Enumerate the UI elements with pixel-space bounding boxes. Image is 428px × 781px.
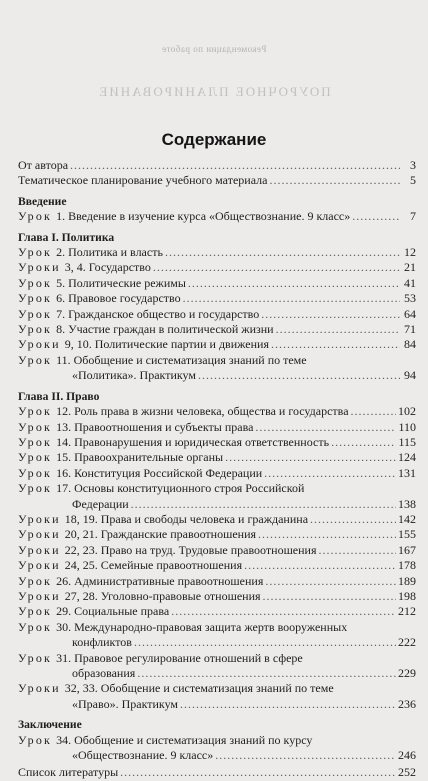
- entry-label: От автора: [18, 158, 69, 172]
- section-heading: Глава I. Политика: [18, 230, 115, 244]
- page-number: 102: [398, 404, 416, 419]
- lesson-title: 5. Политические режимы: [56, 275, 186, 290]
- lesson-keyword: Урок: [18, 419, 53, 434]
- page-number: 64: [404, 306, 416, 321]
- entry-label: Тематическое планирование учебного материала: [18, 173, 268, 188]
- dot-leader: [120, 765, 396, 780]
- lesson-title: 30. Международно-правовая защита жертв вооруженных: [56, 619, 348, 634]
- lesson-label: [18, 512, 308, 527]
- toc-entry: [18, 173, 416, 188]
- dot-leader: [310, 512, 396, 527]
- page-number: 124: [398, 450, 416, 465]
- lesson-keyword: Урок: [18, 352, 53, 367]
- page-number: 252: [398, 765, 416, 780]
- page-title: Содержание: [161, 130, 267, 149]
- dot-leader: [188, 276, 400, 291]
- toc-entry-first-line: [18, 733, 416, 748]
- toc-entry: [18, 697, 416, 712]
- lesson-title-continued: конфликтов: [72, 635, 132, 650]
- lesson-title-continued: Федерации: [72, 496, 129, 511]
- lesson-title-continued: образования: [72, 666, 136, 680]
- dot-leader: [198, 368, 400, 383]
- lesson-title-continued: «Обществознание. 9 класс»: [72, 748, 214, 763]
- dot-leader: [265, 574, 396, 589]
- toc-entry: [18, 276, 416, 291]
- lesson-title: 14. Правонарушения и юридическая ответственность: [56, 434, 330, 449]
- dot-leader: [351, 404, 396, 419]
- dot-leader: [276, 322, 400, 337]
- page-number: 178: [398, 558, 416, 573]
- lesson-label: [18, 733, 312, 747]
- toc-entry: [18, 450, 416, 465]
- toc-entry: [18, 245, 416, 260]
- lesson-title: 24, 25. Семейные правоотношения: [64, 558, 243, 573]
- lesson-keyword: Урок: [18, 209, 53, 224]
- lesson-title: 9, 10. Политические партии и движения: [64, 337, 269, 352]
- lesson-title: 20, 21. Гражданские правоотношения: [64, 527, 257, 542]
- lesson-title: 17. Основы конституционного строя Российской: [56, 481, 305, 496]
- page-number: 155: [398, 527, 416, 542]
- lesson-keyword: Урок: [18, 732, 53, 747]
- page-number: 212: [398, 604, 416, 619]
- page-number: 246: [398, 748, 416, 763]
- lesson-keyword: Урок: [18, 650, 53, 665]
- lesson-keyword: Урок: [18, 245, 53, 260]
- page-number: 110: [398, 419, 416, 434]
- toc-entry: [18, 558, 416, 573]
- dot-leader: [263, 589, 396, 604]
- page-number: 12: [404, 245, 416, 260]
- lesson-title: 26. Административные правоотношения: [56, 573, 264, 588]
- page-number: 21: [404, 260, 416, 275]
- entry-label: Список литературы: [18, 765, 119, 780]
- page-number: 94: [404, 368, 416, 383]
- lesson-keyword: Урок: [18, 404, 53, 419]
- lesson-title: 13. Правоотношения и субъекты права: [56, 419, 254, 434]
- toc-entry: [18, 322, 416, 337]
- lesson-label: [18, 322, 274, 337]
- dot-leader: [131, 497, 396, 512]
- lesson-keyword: Урок: [18, 573, 53, 588]
- lesson-keyword: Урок: [18, 434, 53, 449]
- page-number: 71: [404, 322, 416, 337]
- toc-entry: [18, 368, 416, 383]
- page-number: 115: [398, 434, 416, 449]
- lesson-title: 16. Конституция Российской Федерации: [56, 465, 263, 480]
- toc-entry: [18, 512, 416, 527]
- toc-entry-first-line: [18, 481, 416, 496]
- page-number: 236: [398, 696, 416, 711]
- dot-leader: [264, 466, 396, 481]
- dot-leader: [269, 173, 400, 188]
- lesson-title-continued: «Право». Практикум: [72, 696, 179, 711]
- lesson-keyword: Урок: [18, 322, 53, 337]
- lesson-title: 3, 4. Государство: [64, 260, 151, 275]
- lesson-label: [18, 337, 269, 352]
- dot-leader: [261, 307, 400, 322]
- dot-leader: [180, 697, 396, 712]
- lesson-title: 34. Обобщение и систематизация знаний по курсу: [56, 732, 313, 747]
- lesson-label: [18, 574, 263, 589]
- lesson-title: 1. Введение в изучение курса «Обществознание. 9 класс»: [56, 209, 351, 224]
- toc-entry-multiline: [18, 620, 416, 651]
- toc-entry: [18, 497, 416, 512]
- lesson-keyword: Урок: [18, 450, 53, 465]
- lesson-keyword: Урок: [18, 465, 53, 480]
- page-number: 222: [398, 635, 416, 650]
- dot-leader: [225, 450, 396, 465]
- lesson-label: [18, 558, 242, 573]
- lesson-title: 22, 23. Право на труд. Трудовые правоотношения: [64, 542, 317, 557]
- dot-leader: [137, 666, 396, 681]
- dot-leader: [183, 291, 400, 306]
- dot-leader: [352, 209, 400, 224]
- toc-entry: [18, 748, 416, 763]
- lesson-keyword: Уроки: [18, 542, 61, 557]
- toc-entry-multiline: [18, 733, 416, 764]
- page-number: 84: [404, 337, 416, 352]
- toc-entry: [18, 260, 416, 275]
- dot-leader: [165, 245, 400, 260]
- toc-entry: [18, 765, 416, 780]
- toc-entry: [18, 158, 416, 173]
- table-of-contents: [18, 158, 416, 781]
- lesson-label: [18, 543, 317, 558]
- lesson-label: [18, 604, 169, 619]
- toc-entry: [18, 589, 416, 604]
- toc-entry: [18, 666, 416, 681]
- page-number: 229: [398, 666, 416, 680]
- lesson-title: 15. Правоохранительные органы: [56, 450, 224, 465]
- toc-entry-first-line: [18, 620, 416, 635]
- lesson-keyword: Урок: [18, 306, 53, 321]
- toc-entry: [18, 466, 416, 481]
- page-number: 167: [398, 542, 416, 557]
- bleed-through-header: Рекомендации по работе: [161, 44, 267, 54]
- lesson-label: [18, 260, 151, 275]
- lesson-title: 11. Обобщение и систематизация знаний по теме: [56, 352, 307, 367]
- lesson-title-continued: «Политика». Практикум: [72, 368, 196, 383]
- lesson-title: 12. Роль права в жизни человека, общества и государства: [56, 404, 349, 419]
- lesson-label: [18, 450, 223, 465]
- lesson-label: [18, 276, 186, 291]
- lesson-label: [18, 681, 334, 695]
- lesson-keyword: Уроки: [18, 260, 61, 275]
- lesson-keyword: Урок: [18, 481, 53, 496]
- toc-entry: [18, 404, 416, 419]
- dot-leader: [258, 527, 396, 542]
- dot-leader: [171, 604, 396, 619]
- lesson-label: [18, 435, 329, 450]
- section-heading: Заключение: [18, 718, 82, 732]
- lesson-title: 18, 19. Права и свободы человека и гражданина: [64, 511, 309, 526]
- page-number: 138: [398, 496, 416, 511]
- page-number: 53: [404, 291, 416, 306]
- lesson-title: 32, 33. Обобщение и систематизация знаний по теме: [64, 681, 334, 696]
- lesson-keyword: Уроки: [18, 527, 61, 542]
- lesson-keyword: Уроки: [18, 588, 61, 603]
- toc-entry: [18, 209, 416, 224]
- lesson-title: 2. Политика и власть: [56, 245, 163, 260]
- toc-entry-first-line: [18, 681, 416, 696]
- lesson-label: [18, 307, 259, 322]
- lesson-keyword: Урок: [18, 604, 53, 619]
- toc-entry: [18, 527, 416, 542]
- lesson-label: [18, 651, 303, 665]
- page-number: 3: [410, 158, 416, 172]
- lesson-keyword: Уроки: [18, 558, 61, 573]
- page-number: 198: [398, 588, 416, 603]
- toc-entry-multiline: [18, 681, 416, 712]
- lesson-label: [18, 481, 304, 495]
- lesson-label: [18, 353, 307, 367]
- toc-entry: [18, 635, 416, 650]
- lesson-label: [18, 420, 253, 435]
- toc-entry: [18, 435, 416, 450]
- toc-entry: [18, 337, 416, 352]
- lesson-title: 7. Гражданское общество и государство: [56, 306, 260, 321]
- toc-entry: [18, 291, 416, 306]
- toc-entry-multiline: [18, 481, 416, 512]
- page-number: 131: [398, 465, 416, 480]
- toc-entry-multiline: [18, 353, 416, 384]
- dot-leader: [255, 420, 396, 435]
- dot-leader: [153, 260, 400, 275]
- dot-leader: [70, 158, 400, 173]
- dot-leader: [215, 748, 396, 763]
- lesson-label: [18, 404, 349, 419]
- toc-entry: [18, 604, 416, 619]
- lesson-keyword: Урок: [18, 619, 53, 634]
- lesson-label: [18, 527, 256, 542]
- lesson-label: [18, 620, 347, 634]
- page-number: 41: [404, 275, 416, 290]
- lesson-label: [18, 209, 350, 224]
- dot-leader: [134, 635, 396, 650]
- lesson-title: 29. Социальные права: [56, 604, 170, 619]
- toc-entry: [18, 543, 416, 558]
- toc-entry: [18, 307, 416, 322]
- page-number: 142: [398, 511, 416, 526]
- bleed-through-title: ПОУРОЧНОЕ ПЛАНИРОВАНИЕ: [97, 84, 331, 99]
- lesson-title: 6. Правовое государство: [56, 291, 181, 306]
- lesson-label: [18, 245, 163, 260]
- section-heading: Введение: [18, 194, 67, 208]
- page-number: 7: [410, 209, 416, 224]
- page-number: 189: [398, 573, 416, 588]
- toc-entry-first-line: [18, 651, 416, 666]
- lesson-title: 27, 28. Уголовно-правовые отношения: [64, 588, 261, 603]
- lesson-label: [18, 466, 262, 481]
- dot-leader: [244, 558, 396, 573]
- lesson-title: 31. Правовое регулирование отношений в сфере: [56, 650, 303, 665]
- lesson-keyword: Урок: [18, 291, 53, 306]
- dot-leader: [331, 435, 396, 450]
- section-heading: Глава II. Право: [18, 389, 100, 403]
- lesson-title: 8. Участие граждан в политической жизни: [56, 322, 274, 337]
- toc-entry-first-line: [18, 353, 416, 368]
- lesson-keyword: Уроки: [18, 511, 61, 526]
- toc-entry: [18, 574, 416, 589]
- dot-leader: [271, 337, 400, 352]
- lesson-label: [18, 291, 181, 306]
- dot-leader: [319, 543, 397, 558]
- lesson-keyword: Урок: [18, 275, 53, 290]
- toc-entry: [18, 420, 416, 435]
- toc-entry-multiline: [18, 651, 416, 682]
- page-number: 5: [410, 173, 416, 188]
- lesson-label: [18, 589, 261, 604]
- lesson-keyword: Уроки: [18, 337, 61, 352]
- lesson-keyword: Уроки: [18, 681, 61, 696]
